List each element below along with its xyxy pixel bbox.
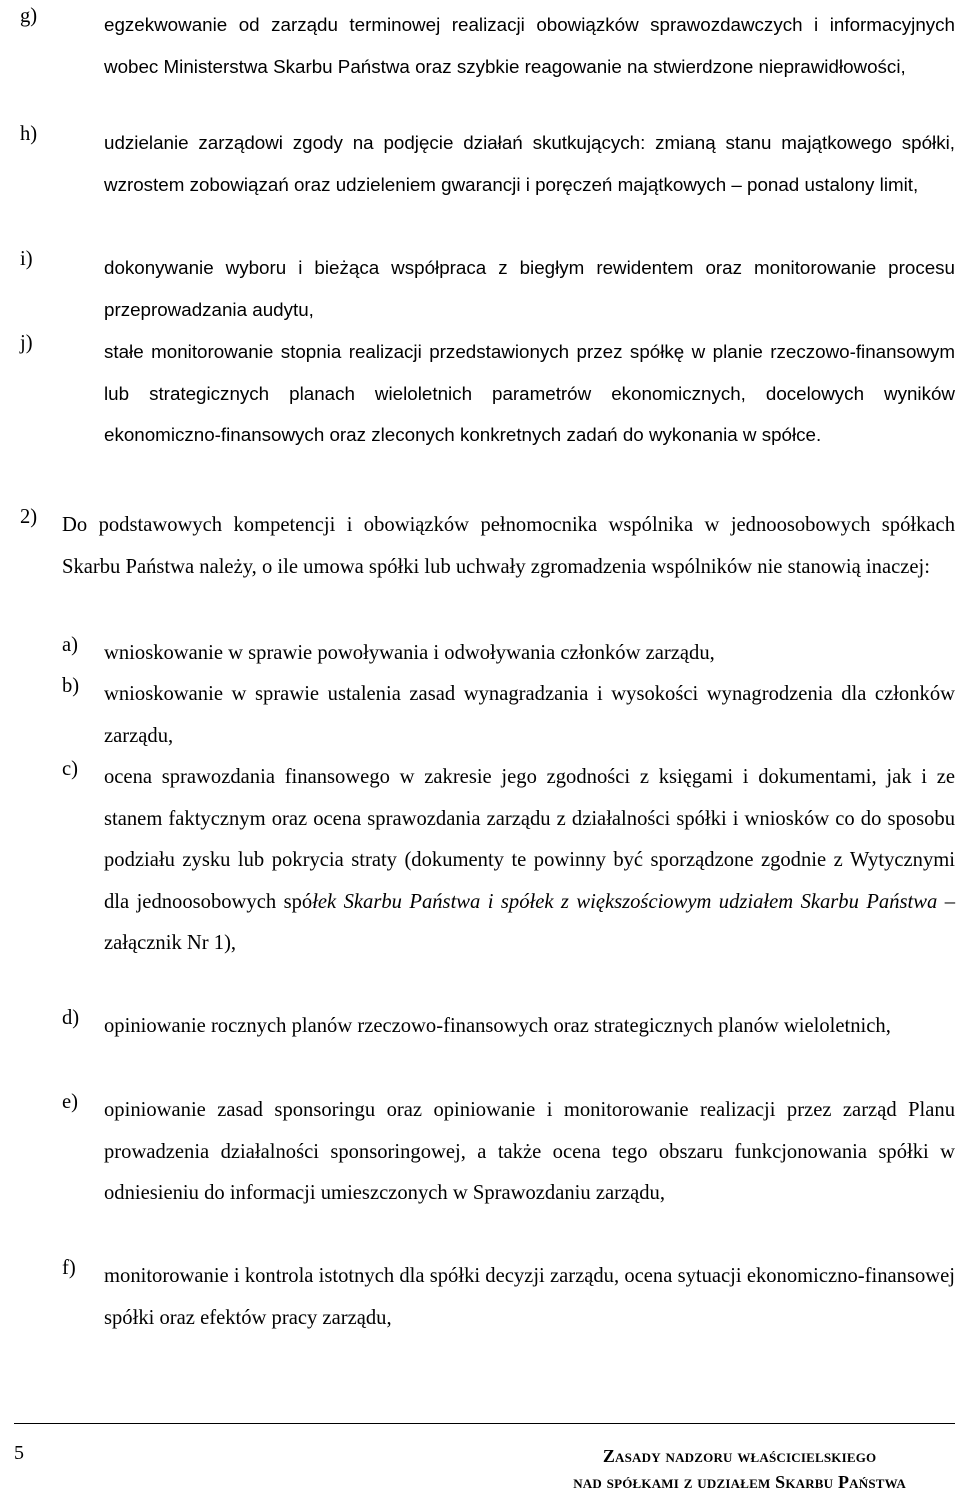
- list-item-text: udzielanie zarządowi zgody na podjęcie działań skutkujących: zmianą stanu majątkowego spółki, wzrostem zobowiązań oraz udzieleniem gwarancji i poręczeń majątkowych – ponad ustalony limit,: [104, 132, 955, 195]
- list-item-text: opiniowanie zasad sponsoringu oraz opiniowanie i monitorowanie realizacji przez zarząd Planu prowadzenia działalności sponsoringowej, a także ocena tego obszaru funkcjonowania spółki w odniesieniu do informacji umieszczonych w Sprawozdaniu zarządu,: [104, 1099, 955, 1205]
- list-item-text: wnioskowanie w sprawie powoływania i odwoływania członków zarządu,: [104, 642, 715, 664]
- list-marker: j): [20, 332, 33, 354]
- list-marker: g): [20, 5, 38, 27]
- document-reference-plain: Wytycznymi dla jednoosobowych spó: [104, 849, 955, 913]
- footer-title-line-2: nad spółkami z udziałem Skarbu Państwa: [573, 1472, 906, 1492]
- footer-title: [573, 1443, 906, 1495]
- list-marker: a): [62, 634, 78, 656]
- list-item-text: egzekwowanie od zarządu terminowej realizacji obowiązków sprawozdawczych i informacyjnych wobec Ministerstwa Skarbu Państwa oraz szybkie reagowanie na stwierdzone nieprawidłowości,: [104, 14, 955, 77]
- list-marker: d): [62, 1007, 80, 1029]
- list-marker: c): [62, 758, 78, 780]
- list-marker: e): [62, 1091, 78, 1113]
- list-marker: i): [20, 248, 33, 270]
- footer-title-line-1: Zasady nadzoru właścicielskiego: [602, 1446, 877, 1466]
- list-item-text: monitorowanie i kontrola istotnych dla spółki decyzji zarządu, ocena sytuacji ekonomiczno-finansowej spółki oraz efektów pracy zarządu,: [104, 1265, 955, 1329]
- list-marker: b): [62, 675, 80, 697]
- page-number: 5: [14, 1442, 24, 1464]
- list-item-text: stałe monitorowanie stopnia realizacji przedstawionych przez spółkę w planie rzeczowo-finansowym lub strategicznych planach wieloletnich parametrów ekonomicznych, docelowych wyników ekonomiczno-finansowych oraz zleconych konkretnych zadań do wykonania w spółce.: [104, 341, 955, 446]
- list-item-text-part: ocena sprawozdania finansowego w zakresie jego zgodności z księgami i dokumentami, jak i ze stanem faktycznym oraz ocena sprawozdania zarządu z działalności spółki i wniosków co do sposobu podziału zysku lub pokrycia straty (dokumenty te powinny być sporządzone zgodnie z: [104, 766, 955, 872]
- document-reference-italic: łek Skarbu Państwa i spółek z większościowym udziałem Skarbu Państwa: [312, 890, 938, 913]
- section-marker: 2): [20, 506, 38, 528]
- list-marker: h): [20, 123, 38, 145]
- list-marker: f): [62, 1257, 76, 1279]
- list-item-text: opiniowanie rocznych planów rzeczowo-finansowych oraz strategicznych planów wieloletnich,: [104, 1015, 891, 1037]
- list-item-text-part: – załącznik Nr 1),: [104, 890, 956, 955]
- list-item-text: wnioskowanie w sprawie ustalenia zasad wynagradzania i wysokości wynagrodzenia dla członków zarządu,: [104, 683, 955, 747]
- footer-divider: [14, 1423, 955, 1424]
- section-intro-text: Do podstawowych kompetencji i obowiązków pełnomocnika wspólnika w jednoosobowych spółkach Skarbu Państwa należy, o ile umowa spółki lub uchwały zgromadzenia wspólników nie stanowią inaczej:: [62, 514, 955, 578]
- list-item-text: dokonywanie wyboru i bieżąca współpraca z biegłym rewidentem oraz monitorowanie procesu przeprowadzania audytu,: [104, 257, 955, 320]
- list-item-text: [104, 757, 955, 965]
